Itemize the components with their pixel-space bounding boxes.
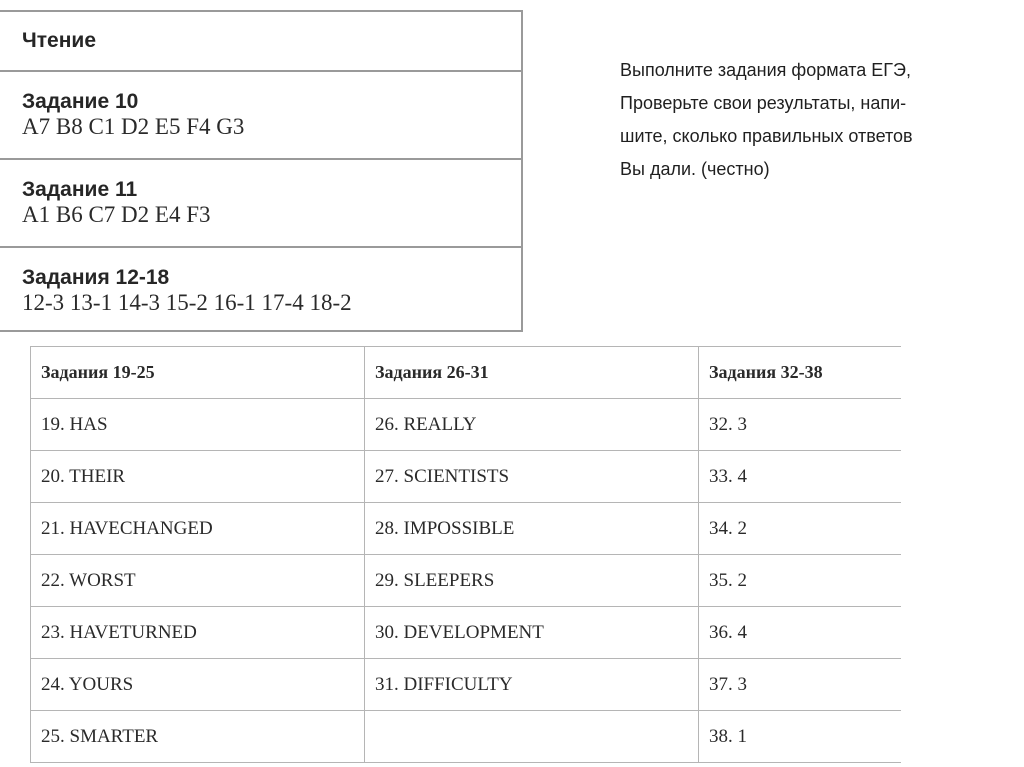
table-cell: 24. YOURS	[31, 659, 365, 711]
table-cell: 19. HAS	[31, 399, 365, 451]
section-cell-task-10	[0, 71, 522, 159]
table-row	[31, 451, 901, 503]
instruction-line: Выполните задания формата ЕГЭ,	[620, 60, 911, 80]
table-cell: 31. DIFFICULTY	[365, 659, 699, 711]
table-cell: 22. WORST	[31, 555, 365, 607]
section-heading: Задание 11	[22, 178, 138, 201]
instruction-line: Вы дали. (честно)	[620, 159, 770, 179]
table-cell: 38. 1	[699, 711, 901, 763]
table-cell: 23. HAVETURNED	[31, 607, 365, 659]
column-header: Задания 32-38	[699, 347, 901, 399]
instruction-line: шите, сколько правильных ответов	[620, 126, 913, 146]
table-row	[31, 399, 901, 451]
column-header: Задания 26-31	[365, 347, 699, 399]
table-cell: 29. SLEEPERS	[365, 555, 699, 607]
section-answers: 12-3 13-1 14-3 15-2 16-1 17-4 18-2	[22, 290, 352, 315]
reading-title-cell	[0, 11, 522, 71]
table-cell: 28. IMPOSSIBLE	[365, 503, 699, 555]
table-cell: 30. DEVELOPMENT	[365, 607, 699, 659]
section-cell-task-11	[0, 159, 522, 247]
table-row	[31, 659, 901, 711]
reading-title: Чтение	[22, 29, 96, 52]
table-cell: 34. 2	[699, 503, 901, 555]
section-cell-tasks-12-18	[0, 247, 522, 331]
table-cell: 27. SCIENTISTS	[365, 451, 699, 503]
section-answers: A7 B8 C1 D2 E5 F4 G3	[22, 114, 245, 139]
grammar-answers-table	[30, 346, 901, 763]
table-cell: 21. HAVECHANGED	[31, 503, 365, 555]
section-heading: Задания 12-18	[22, 266, 170, 289]
reading-answers-table	[0, 10, 523, 332]
table-cell: 32. 3	[699, 399, 901, 451]
column-header: Задания 19-25	[31, 347, 365, 399]
table-row	[31, 503, 901, 555]
table-row	[31, 711, 901, 763]
instruction-line: Проверьте свои результаты, напи-	[620, 93, 907, 113]
section-heading: Задание 10	[22, 90, 139, 113]
table-cell	[365, 711, 699, 763]
section-answers: A1 B6 C7 D2 E4 F3	[22, 202, 211, 227]
table-cell: 35. 2	[699, 555, 901, 607]
table-cell: 25. SMARTER	[31, 711, 365, 763]
table-cell: 26. REALLY	[365, 399, 699, 451]
table-cell: 33. 4	[699, 451, 901, 503]
table-cell: 37. 3	[699, 659, 901, 711]
table-cell: 20. THEIR	[31, 451, 365, 503]
table-header-row	[31, 347, 901, 399]
table-row	[31, 607, 901, 659]
instruction-text	[620, 54, 1000, 186]
table-cell: 36. 4	[699, 607, 901, 659]
table-row	[31, 555, 901, 607]
